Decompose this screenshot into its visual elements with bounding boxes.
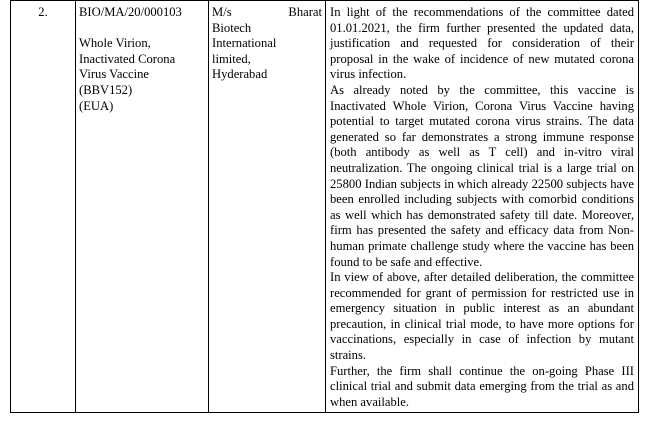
recommendation-paragraph: In view of above, after detailed deliberation, the committee recommended for grant of permission for restricted use in emergency situation in public interest as an abundant precaution, in clinical trial mode, to have more options for vaccinations, especially in case of infection by mutant strains.	[330, 270, 634, 363]
spacer	[79, 21, 205, 37]
recommendation-paragraph: Further, the firm shall continue the on-going Phase III clinical trial and submit data emerging from the trial as and when available.	[330, 363, 634, 409]
firm-name-word: Bharat	[288, 5, 322, 19]
recommendation-paragraph: As already noted by the committee, this vaccine is Inactivated Whole Virion, Corona Virus Vaccine having potential to target mutated corona virus strains. The data generated so far demonstrates a strong immune response (both antibody as well as T cell) and in-vitro viral neutralization. The ongoing clinical trial is a large trial on 25800 Indian subjects in which already 22500 subjects have been enrolled including subjects with comorbid conditions as well which has demonstrated safety till date. Moreover, firm has presented the safety and efficacy data from Non-human primate challenge study where the vaccine has been found to be safe and effective.	[330, 82, 634, 269]
firm-line: limited,	[212, 51, 251, 66]
product-name-line: Whole Virion,	[79, 36, 151, 51]
serial-number-cell	[11, 1, 76, 413]
table-row	[11, 1, 639, 413]
recommendation-cell	[326, 1, 639, 413]
recommendation-paragraph: In light of the recommendations of the committee dated 01.01.2021, the firm further presented the updated data, justification and requested for consideration of their proposal in the wake of incidence of new mutated corona virus infection.	[330, 5, 634, 82]
product-eua: (EUA)	[79, 98, 114, 113]
file-number: BIO/MA/20/000103	[79, 5, 182, 19]
serial-number: 2.	[38, 5, 48, 19]
firm-first-line	[212, 5, 322, 21]
firm-cell	[209, 1, 326, 413]
table	[10, 0, 639, 413]
product-code: (BBV152)	[79, 82, 133, 97]
firm-line: Biotech	[212, 20, 252, 35]
firm-line: International	[212, 36, 277, 51]
recommendation-table	[10, 0, 636, 440]
firm-prefix: M/s	[212, 5, 232, 19]
product-cell	[76, 1, 209, 413]
product-name-line: Virus Vaccine	[79, 67, 150, 82]
firm-city: Hyderabad	[212, 67, 268, 82]
product-name-line: Inactivated Corona	[79, 51, 176, 66]
